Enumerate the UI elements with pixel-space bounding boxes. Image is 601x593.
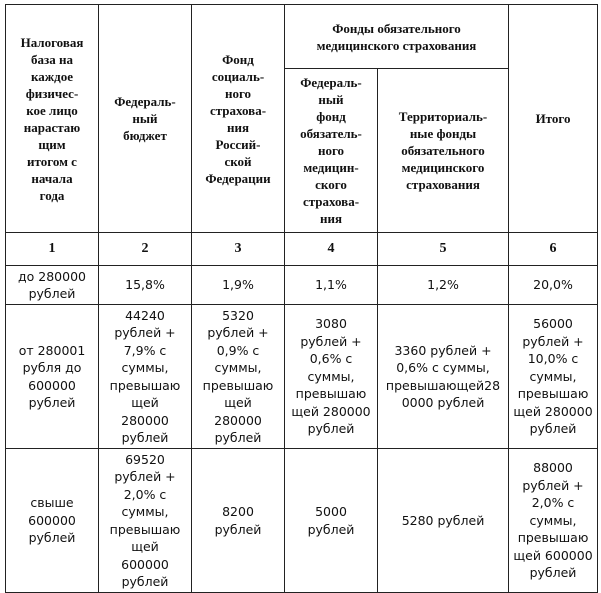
cell-tax-base: от 280001 рубля до 600000 рублей	[6, 305, 99, 449]
column-number-5: 5	[378, 233, 509, 266]
header-federal-budget: Федераль- ный бюджет	[99, 5, 192, 233]
cell-federal-medical: 1,1%	[285, 266, 378, 305]
cell-total: 88000 рублей + 2,0% с суммы, превышаю щей 600000 рублей	[509, 449, 598, 593]
cell-tax-base: свыше 600000 рублей	[6, 449, 99, 593]
cell-tax-base: до 280000 рублей	[6, 266, 99, 305]
header-federal-medical-fund: Федераль- ный фонд обязатель- ного медицин- ского страхова- ния	[285, 69, 378, 233]
cell-territorial-medical: 5280 рублей	[378, 449, 509, 593]
cell-social-fund: 5320 рублей + 0,9% с суммы, превышаю щей 280000 рублей	[192, 305, 285, 449]
cell-social-fund: 1,9%	[192, 266, 285, 305]
column-number-4: 4	[285, 233, 378, 266]
cell-federal-budget: 69520 рублей + 2,0% с суммы, превышаю щей 600000 рублей	[99, 449, 192, 593]
cell-federal-medical: 5000 рублей	[285, 449, 378, 593]
cell-territorial-medical: 1,2%	[378, 266, 509, 305]
column-number-2: 2	[99, 233, 192, 266]
cell-federal-budget: 44240 рублей + 7,9% с суммы, превышаю щей 280000 рублей	[99, 305, 192, 449]
header-row-top	[6, 5, 598, 69]
header-social-insurance-fund: Фонд социаль- ного страхова- ния Россий- ской Федерации	[192, 5, 285, 233]
table-row	[6, 305, 598, 449]
header-territorial-medical-funds: Территориаль- ные фонды обязательного медицинского страхования	[378, 69, 509, 233]
cell-social-fund: 8200 рублей	[192, 449, 285, 593]
cell-federal-budget: 15,8%	[99, 266, 192, 305]
column-number-6: 6	[509, 233, 598, 266]
column-number-3: 3	[192, 233, 285, 266]
table-row	[6, 449, 598, 593]
tax-rate-table-container	[5, 4, 598, 593]
tax-rate-table	[5, 4, 598, 593]
header-medical-funds-group: Фонды обязательного медицинского страхования	[285, 5, 509, 69]
column-number-row	[6, 233, 598, 266]
header-tax-base: Налоговая база на каждое физичес- кое лицо нарастаю щим итогом с начала года	[6, 5, 99, 233]
cell-total: 56000 рублей + 10,0% с суммы, превышаю щей 280000 рублей	[509, 305, 598, 449]
table-row	[6, 266, 598, 305]
column-number-1: 1	[6, 233, 99, 266]
header-total: Итого	[509, 5, 598, 233]
cell-federal-medical: 3080 рублей + 0,6% с суммы, превышаю щей 280000 рублей	[285, 305, 378, 449]
cell-total: 20,0%	[509, 266, 598, 305]
cell-territorial-medical: 3360 рублей + 0,6% с суммы, превышающей28 0000 рублей	[378, 305, 509, 449]
